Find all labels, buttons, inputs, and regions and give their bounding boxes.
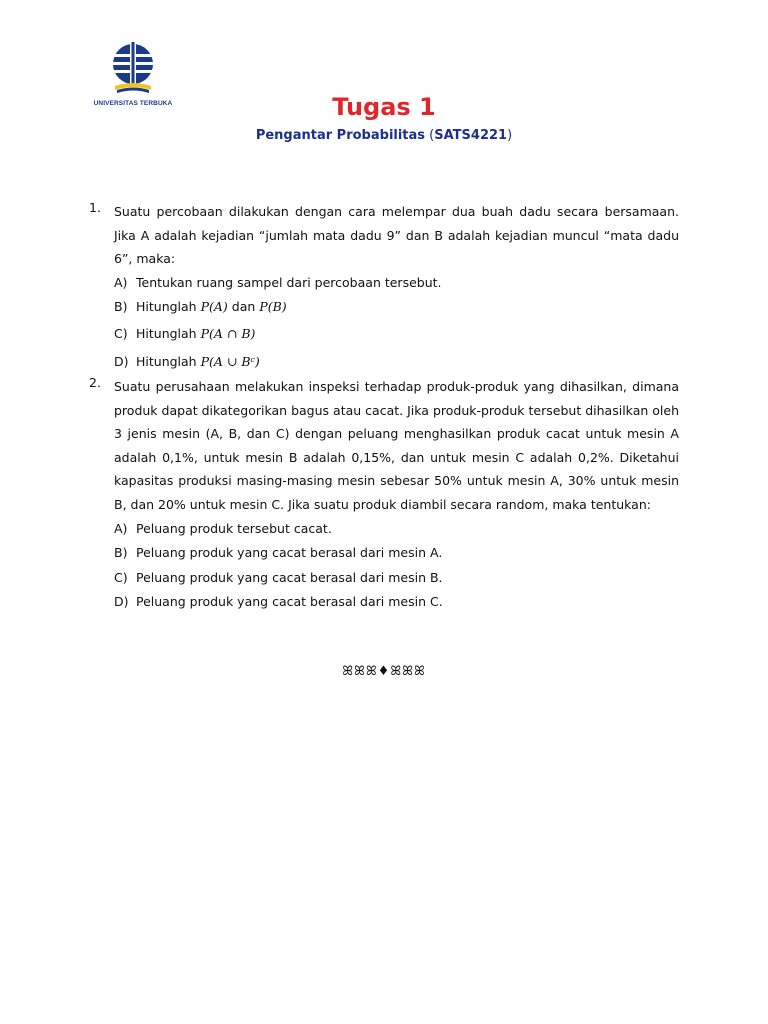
option-label: D) (114, 353, 129, 369)
question-number: 2. (89, 375, 101, 390)
question-text: Suatu percobaan dilakukan dengan cara melempar dua buah dadu secara bersamaan. Jika A adalah kejadian “jumlah mata dadu 9” dan B adalah kejadian muncul “mata dadu 6”, maka: (114, 204, 679, 267)
option-item (114, 566, 679, 591)
option-label: B) (114, 545, 128, 561)
paren-close: ) (507, 128, 513, 143)
end-of-document-ornament: ꕤꕤꕤ♦ꕤꕤꕤ (342, 664, 426, 679)
option-item (114, 271, 679, 296)
option-item (114, 541, 679, 566)
math-expression: P(A ∪ Bᶜ) (200, 353, 260, 369)
math-expression: P(A ∩ B) (200, 325, 256, 341)
option-text: Hitunglah (136, 299, 197, 315)
option-item (114, 348, 679, 376)
university-emblem-icon (109, 40, 157, 98)
option-text: Tentukan ruang sampel dari percobaan tersebut. (136, 274, 442, 290)
math-expression: P(B) (259, 299, 287, 315)
option-label: A) (114, 274, 128, 290)
option-text: Hitunglah (136, 325, 197, 341)
option-text: Peluang produk yang cacat berasal dari mesin B. (136, 569, 443, 585)
question-text: Suatu perusahaan melakukan inspeksi terhadap produk-produk yang dihasilkan, dimana produk dapat dikategorikan bagus atau cacat. Jika produk-produk tersebut dihasilkan oleh 3 jenis mesin (A, B, dan C) dengan peluang menghasilkan produk cacat untuk mesin A adalah 0,1%, untuk mesin B adalah 0,15%, dan untuk mesin C adalah 0,2%. Diketahui kapasitas produksi masing-masing mesin sebesar 50% untuk mesin A, 30% untuk mesin B, dan 20% untuk mesin C. Jika suatu produk diambil secara random, maka tentukan: (114, 379, 679, 512)
course-subtitle (0, 128, 768, 143)
option-text: Peluang produk yang cacat berasal dari mesin C. (136, 594, 443, 610)
course-code: SATS4221 (434, 128, 508, 143)
institution-name: UNIVERSITAS TERBUKA (93, 100, 173, 107)
page-title: Tugas 1 (332, 93, 436, 121)
option-label: C) (114, 325, 128, 341)
question-1 (89, 200, 679, 376)
option-text: Peluang produk tersebut cacat. (136, 520, 332, 536)
option-conjunction: dan (231, 299, 256, 315)
paren-open: ( (429, 128, 435, 143)
option-text: Peluang produk yang cacat berasal dari mesin A. (136, 545, 443, 561)
option-item (114, 590, 679, 615)
question-2 (89, 375, 679, 615)
option-item (114, 295, 679, 320)
question-number: 1. (89, 200, 101, 215)
math-expression: P(A) (200, 299, 228, 315)
option-list (114, 517, 679, 615)
option-text: Hitunglah (136, 353, 197, 369)
option-label: C) (114, 569, 128, 585)
option-label: D) (114, 594, 129, 610)
option-item (114, 517, 679, 542)
option-list (114, 271, 679, 376)
option-item (114, 320, 679, 348)
option-label: A) (114, 520, 128, 536)
course-name: Pengantar Probabilitas (255, 128, 426, 143)
option-label: B) (114, 299, 128, 315)
